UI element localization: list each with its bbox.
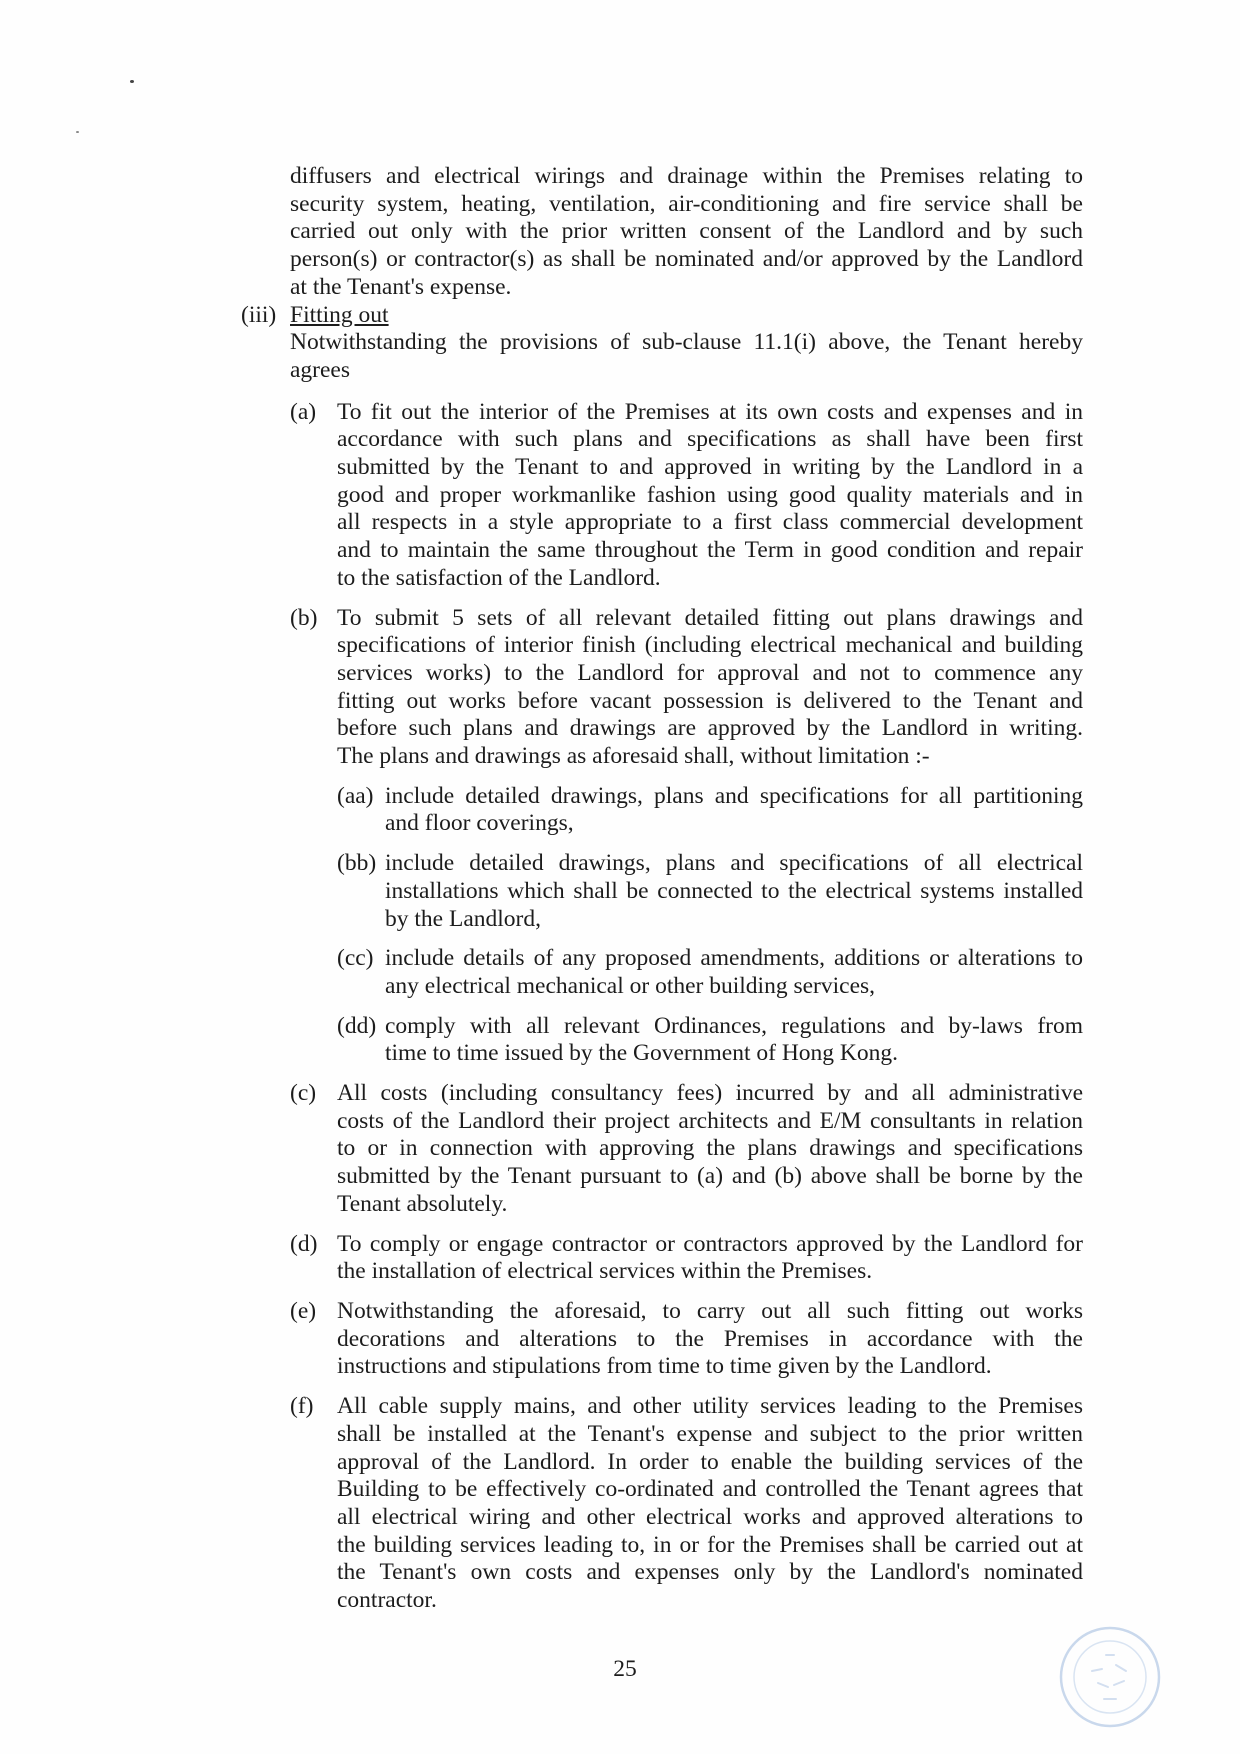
- subitem-text: [385, 850, 1083, 933]
- text-line: include details of any proposed amendments, additions or alterations to: [385, 945, 1083, 972]
- text-line: agrees: [290, 356, 351, 383]
- subitem-cc: [290, 945, 1083, 1000]
- subitem-text: [385, 1013, 1083, 1068]
- intro-paragraph: [290, 163, 1083, 302]
- text-line: the building services leading to, in or for the Premises shall be carried out at: [337, 1531, 1083, 1558]
- clause-title: Fitting out: [290, 301, 389, 328]
- text-line: installations which shall be connected to the electrical systems installed: [385, 877, 1083, 904]
- subitem-label: (dd): [337, 1012, 377, 1039]
- text-line: before such plans and drawings are approved by the Landlord in writing.: [337, 715, 1083, 742]
- subitem-bb: [290, 850, 1083, 933]
- text-line: The plans and drawings as aforesaid shall, without limitation :-: [337, 743, 930, 770]
- text-line: Notwithstanding the aforesaid, to carry out all such fitting out works: [337, 1298, 1083, 1324]
- subitem-aa: [290, 783, 1083, 838]
- item-text: [337, 1393, 1083, 1615]
- text-line: and floor coverings,: [385, 810, 574, 837]
- item-b: [290, 605, 1083, 771]
- text-line: carried out only with the prior written consent of the Landlord and by such: [290, 218, 1083, 245]
- scan-speck: [130, 80, 134, 83]
- subitem-label: (bb): [337, 850, 377, 877]
- text-line: by the Landlord,: [385, 905, 541, 932]
- text-line: comply with all relevant Ordinances, regulations and by-laws from: [385, 1012, 1083, 1039]
- text-line: any electrical mechanical or other building services,: [385, 972, 876, 999]
- text-line: all electrical wiring and other electrical works and approved alterations to: [337, 1503, 1083, 1530]
- subitem-text: [385, 945, 1083, 1000]
- text-line: include detailed drawings, plans and specifications for all partitioning: [385, 782, 1083, 809]
- text-line: To comply or engage contractor or contractors approved by the Landlord for: [337, 1230, 1083, 1257]
- text-line: the Tenant's own costs and expenses only by the Landlord's nominated: [337, 1559, 1083, 1586]
- text-line: costs of the Landlord their project architects and E/M consultants in relation: [337, 1107, 1083, 1134]
- text-line: time to time issued by the Government of Hong Kong.: [385, 1040, 899, 1067]
- text-line: include detailed drawings, plans and specifications of all electrical: [385, 850, 1083, 877]
- seal-marks: [1092, 1655, 1126, 1699]
- subitem-dd: [290, 1013, 1083, 1068]
- item-c: [290, 1080, 1083, 1219]
- subitem-text: [385, 783, 1083, 838]
- text-line: and to maintain the same throughout the Term in good condition and repair: [337, 537, 1083, 564]
- text-line: security system, heating, ventilation, air-conditioning and fire service shall be: [290, 190, 1083, 217]
- item-text: [337, 399, 1083, 593]
- subitem-label: (cc): [337, 945, 374, 972]
- text-line: submitted by the Tenant to and approved in writing by the Landlord in a: [337, 454, 1083, 481]
- text-line: Notwithstanding the provisions of sub-clause 11.1(i) above, the Tenant hereby: [290, 329, 1083, 356]
- item-text: [337, 1298, 1083, 1381]
- item-a: [290, 399, 1083, 593]
- item-label: (a): [290, 398, 317, 425]
- text-line: the installation of electrical services within the Premises.: [337, 1258, 873, 1285]
- text-line: to the satisfaction of the Landlord.: [337, 564, 661, 591]
- text-line: at the Tenant's expense.: [290, 273, 512, 300]
- text-line: Tenant absolutely.: [337, 1190, 508, 1217]
- item-label: (b): [290, 604, 318, 631]
- seal-outer-ring: [1061, 1628, 1159, 1726]
- item-text: [337, 1231, 1083, 1286]
- text-line: accordance with such plans and specifications as shall have been first: [337, 426, 1083, 453]
- text-line: all respects in a style appropriate to a first class commercial development: [337, 509, 1083, 536]
- text-line: fitting out works before vacant possession is delivered to the Tenant and: [337, 687, 1083, 714]
- text-line: decorations and alterations to the Premises in accordance with the: [337, 1325, 1083, 1352]
- text-line: good and proper workmanlike fashion using good quality materials and in: [337, 481, 1083, 508]
- item-f: [290, 1393, 1083, 1615]
- item-label: (d): [290, 1230, 318, 1257]
- text-line: Building to be effectively co-ordinated and controlled the Tenant agrees that: [337, 1476, 1083, 1503]
- text-line: instructions and stipulations from time to time given by the Landlord.: [337, 1353, 992, 1380]
- text-line: approval of the Landlord. In order to enable the building services of the: [337, 1448, 1083, 1475]
- seal-inner-ring: [1074, 1641, 1146, 1713]
- text-line: shall be installed at the Tenant's expense and subject to the prior written: [337, 1420, 1083, 1447]
- item-label: (c): [290, 1080, 317, 1107]
- clause-iii-intro: [290, 329, 1083, 384]
- text-line: To submit 5 sets of all relevant detailed fitting out plans drawings and: [337, 604, 1083, 631]
- text-line: to or in connection with approving the plans drawings and specifications: [337, 1135, 1083, 1162]
- text-line: contractor.: [337, 1587, 437, 1614]
- clause-iii-heading: [241, 301, 1083, 330]
- text-line: All costs (including consultancy fees) incurred by and all administrative: [337, 1080, 1083, 1107]
- text-line: All cable supply mains, and other utility services leading to the Premises: [337, 1393, 1083, 1420]
- subitem-label: (aa): [337, 782, 374, 809]
- item-label: (f): [290, 1393, 314, 1420]
- clause-label: (iii): [241, 301, 277, 328]
- item-text: [337, 1080, 1083, 1219]
- item-text: [337, 605, 1083, 771]
- text-line: To fit out the interior of the Premises at its own costs and expenses and in: [337, 398, 1083, 425]
- item-e: [290, 1298, 1083, 1381]
- text-line: person(s) or contractor(s) as shall be nominated and/or approved by the Landlord: [290, 246, 1083, 273]
- text-line: submitted by the Tenant pursuant to (a) and (b) above shall be borne by the: [337, 1163, 1083, 1190]
- text-line: services works) to the Landlord for approval and not to commence any: [337, 659, 1083, 686]
- page-number: 25: [613, 1656, 637, 1682]
- seal-stamp: [1058, 1625, 1162, 1729]
- scan-speck: [76, 131, 79, 133]
- body-text: [241, 163, 1083, 1615]
- text-line: specifications of interior finish (including electrical mechanical and building: [337, 632, 1083, 659]
- item-d: [290, 1231, 1083, 1286]
- text-line: diffusers and electrical wirings and drainage within the Premises relating to: [290, 163, 1083, 189]
- item-label: (e): [290, 1298, 317, 1324]
